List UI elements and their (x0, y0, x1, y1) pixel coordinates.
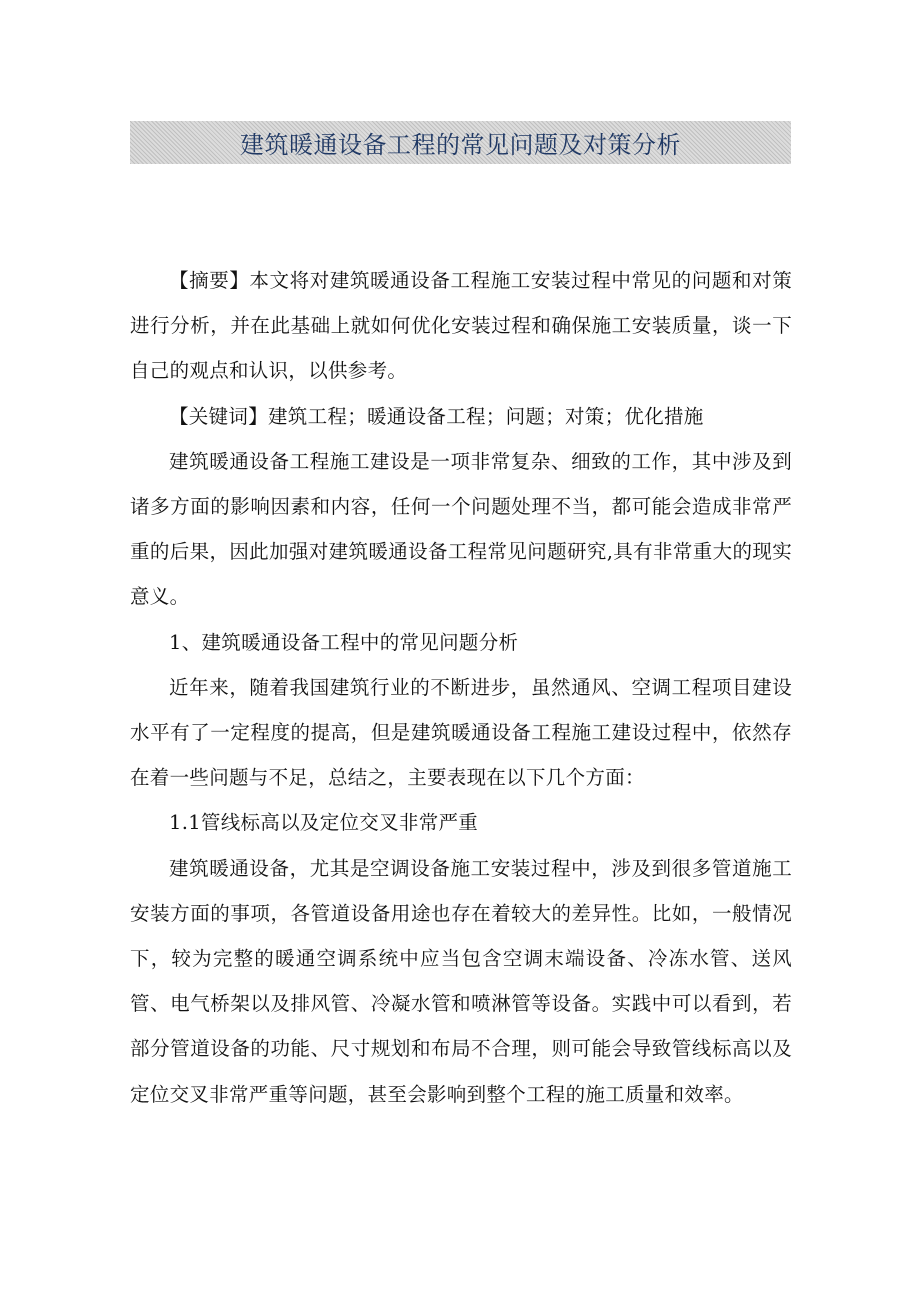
intro-paragraph: 建筑暖通设备工程施工建设是一项非常复杂、细致的工作，其中涉及到诸多方面的影响因素和内容，任何一个问题处理不当，都可能会造成非常严重的后果，因此加强对建筑暖通设备工程常见问题研究,具有非常重大的现实意义。 (130, 449, 792, 609)
subsection-heading: 1.1管线标高以及定位交叉非常严重 (169, 811, 479, 835)
document-body (130, 258, 792, 1117)
abstract-paragraph: 【摘要】本文将对建筑暖通设备工程施工安装过程中常见的问题和对策进行分析，并在此基础上就如何优化安装过程和确保施工安装质量，谈一下自己的观点和认识，以供参考。 (130, 269, 792, 383)
document-title: 建筑暖通设备工程的常见问题及对策分析 (240, 131, 681, 159)
title-banner (130, 121, 791, 164)
section-paragraph: 近年来，随着我国建筑行业的不断进步，虽然通风、空调工程项目建设水平有了一定程度的提高，但是建筑暖通设备工程施工建设过程中，依然存在着一些问题与不足，总结之，主要表现在以下几个方面： (130, 675, 792, 790)
section-heading: 1、建筑暖通设备工程中的常见问题分析 (169, 630, 519, 654)
keywords-paragraph: 【关键词】建筑工程；暖通设备工程；问题；对策；优化措施 (169, 404, 704, 428)
subsection-paragraph: 建筑暖通设备，尤其是空调设备施工安装过程中，涉及到很多管道施工安装方面的事项，各管道设备用途也存在着较大的差异性。比如，一般情况下，较为完整的暖通空调系统中应当包含空调末端设备、冷冻水管、送风管、电气桥架以及排风管、冷凝水管和喷淋管等设备。实践中可以看到，若部分管道设备的功能、尺寸规划和布局不合理，则可能会导致管线标高以及定位交叉非常严重等问题，甚至会影响到整个工程的施工质量和效率。 (130, 856, 792, 1106)
